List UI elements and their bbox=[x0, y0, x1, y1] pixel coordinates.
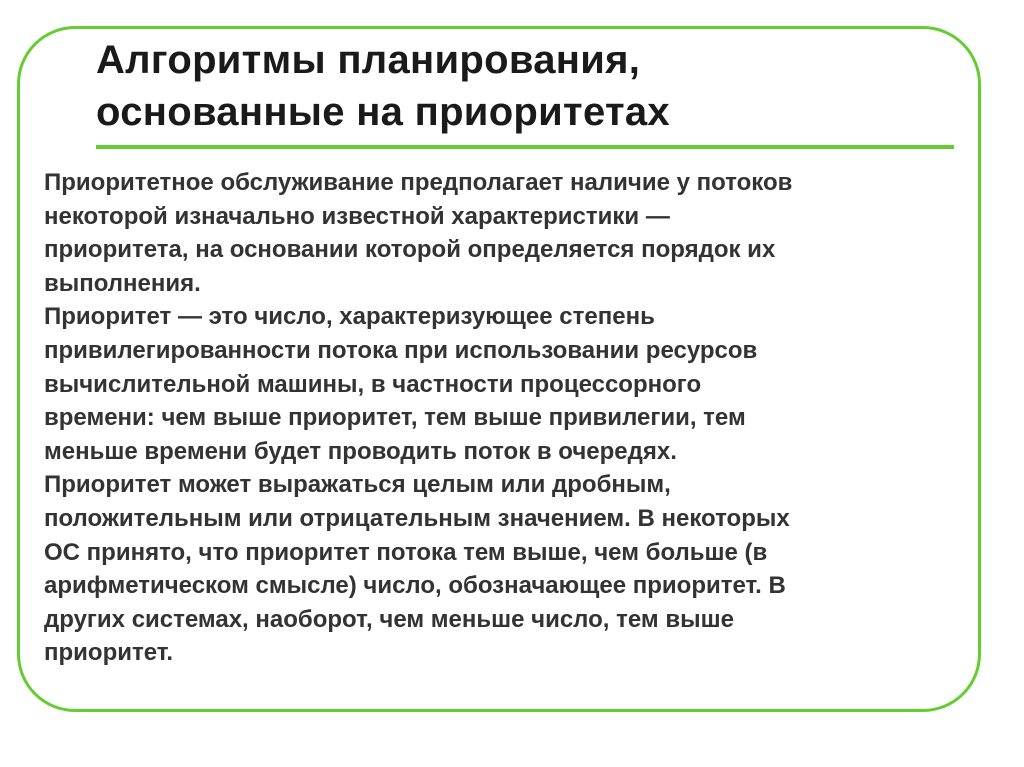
paragraph-priority-service: Приоритетное обслуживание предполагает наличие у потоков некоторой изначально известной характеристики — приоритета, на основании которой определяется порядок их выполнения. bbox=[44, 169, 793, 297]
paragraph-priority-values: Приоритет может выражаться целым или дробным, положительным или отрицательным значением. В некоторых ОС принято, что приоритет потока тем выше, чем больше (в арифметическом смысле) число, обозначающее приоритет. В других системах, наоборот, чем меньше число, тем выше приоритет. bbox=[44, 471, 790, 667]
slide-body bbox=[44, 166, 974, 670]
title-underline bbox=[96, 145, 954, 149]
slide-title bbox=[96, 34, 670, 138]
slide-title-line-2: основанные на приоритетах bbox=[96, 90, 670, 134]
paragraph-priority-definition: Приоритет — это число, характеризующее степень привилегированности потока при использовании ресурсов вычислительной машины, в частности процессорного времени: чем выше приоритет, тем выше привилегии, тем меньше времени будет проводить поток в очередях. bbox=[44, 303, 758, 465]
slide-title-line-1: Алгоритмы планирования, bbox=[96, 38, 641, 82]
